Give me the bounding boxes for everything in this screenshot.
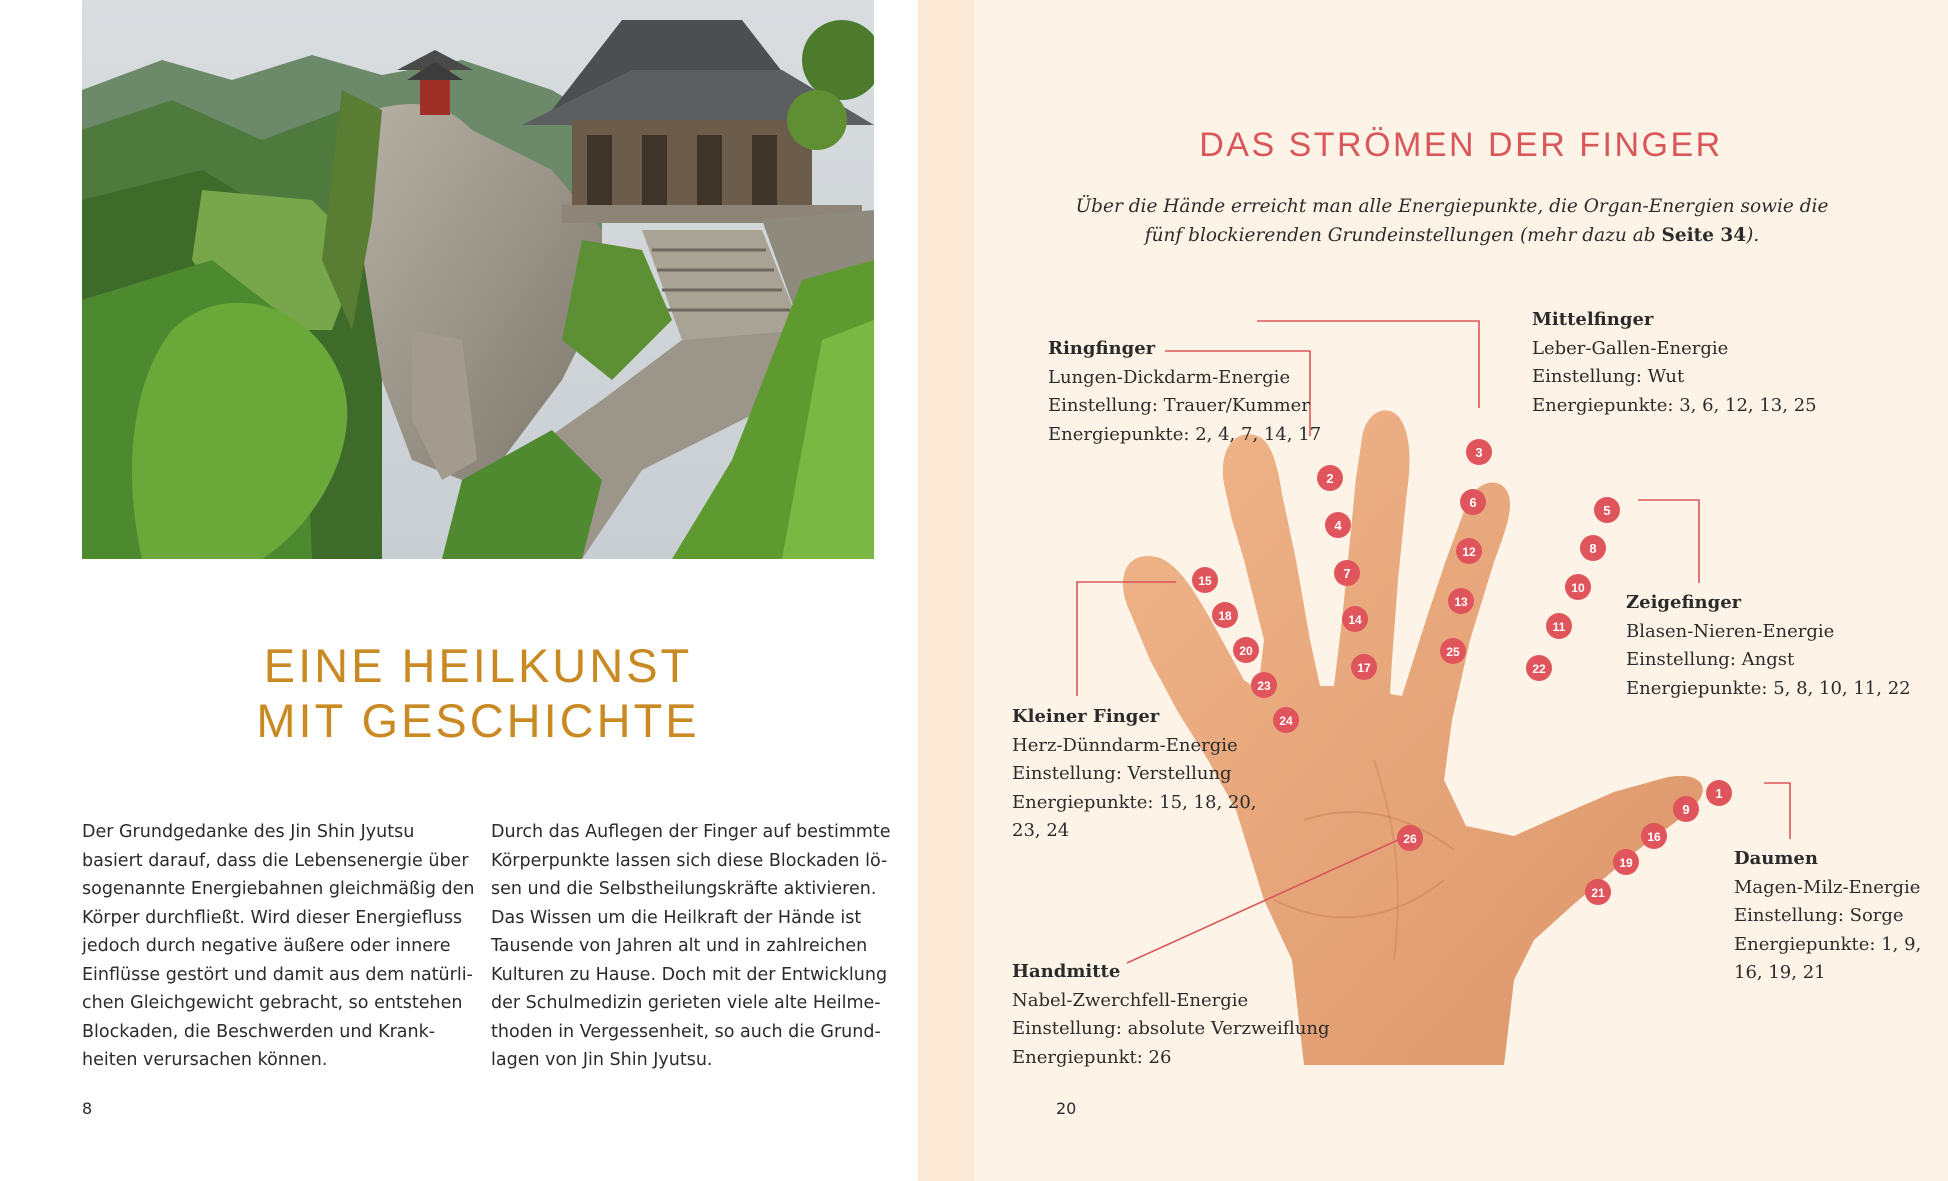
svg-text:14: 14 — [1348, 613, 1362, 627]
right-page-title: DAS STRÖMEN DER FINGER — [1199, 126, 1723, 164]
svg-text:16: 16 — [1647, 830, 1661, 844]
text-line: Einflüsse gestört und damit aus dem natürli- — [82, 964, 473, 985]
energy-point-24 — [1273, 707, 1299, 733]
svg-text:17: 17 — [1357, 661, 1371, 675]
svg-text:2: 2 — [1326, 471, 1334, 486]
svg-text:19: 19 — [1619, 856, 1633, 870]
text-line: jedoch durch negative äußere oder innere — [82, 936, 451, 956]
label-line: Einstellung: Angst — [1626, 649, 1795, 670]
label-heading: Ringfinger — [1048, 338, 1156, 359]
text-line: Körperpunkte lassen sich diese Blockaden lö- — [491, 850, 888, 871]
energy-point-8 — [1580, 535, 1606, 561]
text-line: sogenannte Energiebahnen gleichmäßig den — [82, 879, 475, 899]
label-line: Energiepunkt: 26 — [1012, 1046, 1172, 1068]
intro-line-2-start: fünf blockierenden Grundeinstellungen (mehr dazu ab — [1144, 224, 1662, 246]
text-line: Körper durchfließt. Wird dieser Energiefluss — [82, 907, 463, 928]
label-line: Einstellung: Wut — [1532, 366, 1685, 387]
leader-zeigefinger — [1638, 500, 1699, 583]
energy-point-11 — [1546, 613, 1572, 639]
svg-text:26: 26 — [1403, 832, 1417, 846]
leader-daumen — [1764, 783, 1790, 839]
energy-point-26 — [1397, 825, 1423, 851]
text-line: sen und die Selbstheilungskräfte aktivieren. — [491, 879, 877, 899]
text-line: thoden in Vergessenheit, so auch die Grund- — [491, 1021, 881, 1042]
page-reference: Seite 34 — [1661, 224, 1747, 246]
svg-text:20: 20 — [1239, 644, 1253, 658]
label-line: Leber-Gallen-Energie — [1532, 337, 1729, 359]
text-line: der Schulmedizin gerieten viele alte Heilme- — [491, 993, 881, 1013]
svg-text:8: 8 — [1589, 541, 1597, 556]
page-number-left: 8 — [82, 1099, 93, 1118]
label-heading: Daumen — [1734, 848, 1818, 869]
text-line: Tausende von Jahren alt und in zahlreichen — [491, 936, 868, 956]
energy-point-3 — [1466, 439, 1492, 465]
text-line: Blockaden, die Beschwerden und Krank- — [82, 1021, 436, 1042]
svg-text:1: 1 — [1715, 786, 1723, 801]
label-line: Magen-Milz-Energie — [1734, 876, 1921, 898]
svg-text:7: 7 — [1343, 566, 1351, 581]
left-title-line-2: MIT GESCHICHTE — [256, 694, 700, 747]
energy-point-2 — [1317, 465, 1343, 491]
label-mittelfinger — [1532, 306, 1817, 420]
label-line: Energiepunkte: 3, 6, 12, 13, 25 — [1532, 394, 1817, 416]
label-line: Einstellung: Trauer/Kummer — [1048, 395, 1310, 416]
energy-point-6 — [1460, 489, 1486, 515]
energy-point-4 — [1325, 512, 1351, 538]
energy-point-7 — [1334, 560, 1360, 586]
label-line: Herz-Dünndarm-Energie — [1012, 734, 1238, 756]
intro-line-1: Über die Hände erreicht man alle Energiepunkte, die Organ-Energien sowie die — [1075, 196, 1829, 217]
energy-point-17 — [1351, 654, 1377, 680]
text-line: Das Wissen um die Heilkraft der Hände ist — [491, 907, 862, 928]
label-line: Einstellung: Verstellung — [1012, 763, 1232, 784]
label-line: Blasen-Nieren-Energie — [1626, 620, 1835, 642]
page-number-right: 20 — [1056, 1099, 1077, 1118]
svg-text:9: 9 — [1682, 802, 1690, 817]
energy-point-14 — [1342, 606, 1368, 632]
label-zeigefinger — [1626, 589, 1911, 703]
energy-point-19 — [1613, 849, 1639, 875]
page-gutter — [918, 0, 974, 1181]
svg-text:13: 13 — [1454, 595, 1468, 609]
left-title-line-1: EINE HEILKUNST — [263, 639, 693, 692]
label-handmitte — [1012, 958, 1330, 1072]
svg-text:12: 12 — [1462, 545, 1476, 559]
temple-photo — [82, 0, 874, 559]
label-line: Energiepunkte: 15, 18, 20, — [1012, 791, 1257, 813]
body-column-left — [82, 818, 475, 1075]
energy-point-23 — [1251, 672, 1277, 698]
svg-text:18: 18 — [1218, 609, 1232, 623]
label-heading: Handmitte — [1012, 961, 1121, 982]
svg-text:15: 15 — [1198, 574, 1212, 588]
body-column-right — [491, 818, 891, 1075]
text-line: chen Gleichgewicht gebracht, so entstehen — [82, 993, 463, 1013]
svg-text:6: 6 — [1469, 495, 1477, 510]
svg-text:21: 21 — [1591, 886, 1605, 900]
label-heading: Zeigefinger — [1626, 592, 1742, 613]
svg-text:10: 10 — [1571, 581, 1585, 595]
svg-text:22: 22 — [1532, 662, 1546, 676]
energy-point-12 — [1456, 538, 1482, 564]
text-line: lagen von Jin Shin Jyutsu. — [491, 1050, 713, 1070]
energy-point-18 — [1212, 602, 1238, 628]
text-line: heiten verursachen können. — [82, 1050, 328, 1070]
label-line: Einstellung: absolute Verzweiflung — [1012, 1018, 1330, 1039]
energy-point-16 — [1641, 823, 1667, 849]
energy-point-21 — [1585, 879, 1611, 905]
energy-point-5 — [1594, 497, 1620, 523]
label-line: Energiepunkte: 1, 9, — [1734, 933, 1922, 955]
svg-text:4: 4 — [1334, 518, 1342, 533]
energy-point-20 — [1233, 637, 1259, 663]
label-kleiner-finger — [1012, 703, 1257, 846]
svg-text:25: 25 — [1446, 645, 1460, 659]
energy-point-25 — [1440, 638, 1466, 664]
svg-text:5: 5 — [1603, 503, 1611, 518]
text-line: basiert darauf, dass die Lebensenergie über — [82, 850, 469, 871]
label-line: Einstellung: Sorge — [1734, 905, 1904, 926]
text-line: Der Grundgedanke des Jin Shin Jyutsu — [82, 822, 415, 842]
intro-line-2-end: ). — [1746, 224, 1760, 246]
svg-text:11: 11 — [1552, 620, 1566, 634]
label-heading: Kleiner Finger — [1012, 706, 1160, 727]
text-line: Kulturen zu Hause. Doch mit der Entwicklung — [491, 964, 888, 985]
energy-point-22 — [1526, 655, 1552, 681]
label-line: Nabel-Zwerchfell-Energie — [1012, 989, 1249, 1011]
temple-landscape-image — [82, 0, 874, 559]
svg-text:23: 23 — [1257, 679, 1271, 693]
left-page — [0, 0, 918, 1181]
label-line: 23, 24 — [1012, 820, 1070, 841]
label-line: Energiepunkte: 2, 4, 7, 14, 17 — [1048, 423, 1322, 445]
svg-text:3: 3 — [1475, 445, 1483, 460]
label-line: Lungen-Dickdarm-Energie — [1048, 366, 1291, 388]
energy-point-13 — [1448, 588, 1474, 614]
energy-point-9 — [1673, 796, 1699, 822]
energy-point-1 — [1706, 780, 1732, 806]
svg-text:24: 24 — [1279, 714, 1293, 728]
label-line: Energiepunkte: 5, 8, 10, 11, 22 — [1626, 677, 1911, 699]
label-daumen — [1734, 845, 1921, 988]
label-heading: Mittelfinger — [1532, 309, 1654, 330]
label-ringfinger — [1048, 335, 1321, 449]
label-line: 16, 19, 21 — [1734, 962, 1826, 983]
energy-point-10 — [1565, 574, 1591, 600]
energy-point-15 — [1192, 567, 1218, 593]
text-line: Durch das Auflegen der Finger auf bestimmte — [491, 822, 891, 842]
